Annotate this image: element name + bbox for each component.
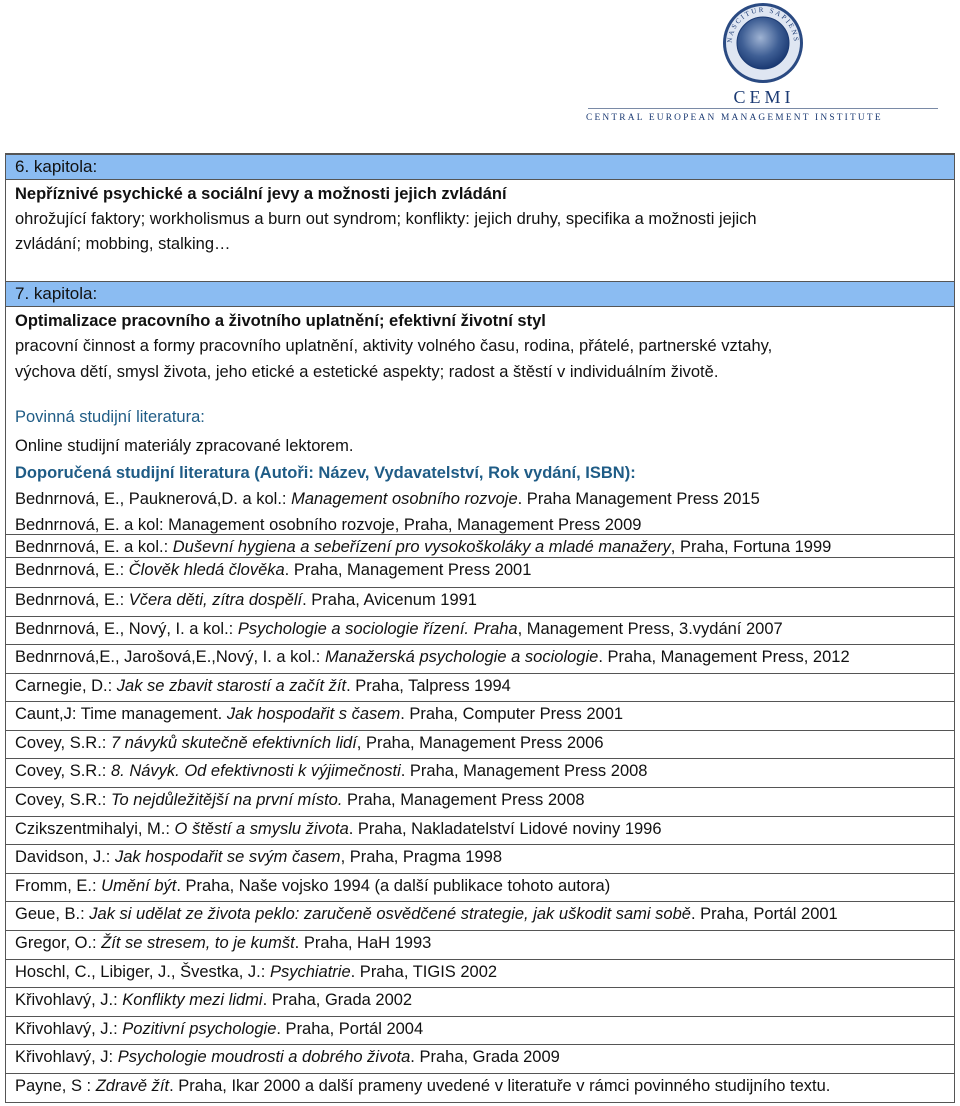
reference-divider <box>6 1044 954 1045</box>
reference-divider <box>6 787 954 788</box>
reference-publisher: . Praha, Computer Press 2001 <box>400 705 624 723</box>
reference-publisher: . Praha, Avicenum 1991 <box>302 591 477 609</box>
reference-author: Bednrnová, E., Pauknerová,D. a kol.: <box>15 490 292 508</box>
reference-title: Konflikty mezi lidmi <box>122 991 263 1009</box>
reference-author: Covey, S.R.: <box>15 791 111 809</box>
reference-publisher: . Praha Management Press 2015 <box>517 490 760 508</box>
reference-item <box>15 991 412 1010</box>
reference-title: Žít se stresem, to je kumšt <box>101 934 295 952</box>
reference-divider <box>6 730 954 731</box>
reference-publisher: . Praha, Ikar 2000 a další prameny uvedené v literatuře v rámci povinného studijního textu. <box>169 1077 831 1095</box>
reference-title: Jak se zbavit starostí a začít žít <box>116 677 347 695</box>
reference-author: Covey, S.R.: <box>15 734 111 752</box>
reference-divider <box>6 816 954 817</box>
reference-title: Člověk hledá člověka <box>128 561 285 579</box>
reference-item <box>15 905 838 924</box>
chapter-7-text-line2: výchova dětí, smysl života, jeho etické a estetické aspekty; radost a štěstí v individuálním životě. <box>15 363 719 381</box>
reference-item <box>15 934 431 953</box>
reference-item <box>15 734 604 753</box>
logo-subtitle: CENTRAL EUROPEAN MANAGEMENT INSTITUTE <box>586 113 883 123</box>
reference-author: Geue, B.: <box>15 905 90 923</box>
reference-item <box>15 762 647 781</box>
reference-title: To nejdůležitější na první místo. <box>110 791 343 809</box>
reference-author: Fromm, E.: <box>15 877 102 895</box>
reference-divider <box>6 1073 954 1074</box>
reference-title: Psychologie moudrosti a dobrého života <box>117 1048 411 1066</box>
reference-item <box>15 877 610 896</box>
svg-text:NASCITUR SAPIENS: NASCITUR SAPIENS <box>725 5 801 44</box>
reference-title: 7 návyků skutečně efektivních lidí <box>110 734 357 752</box>
reference-title: Psychiatrie <box>269 963 351 981</box>
reference-title: O štěstí a smyslu života <box>174 820 349 838</box>
chapter-6-header <box>6 154 954 180</box>
reference-divider <box>6 616 954 617</box>
chapter-6-text-line2: zvládání; mobbing, stalking… <box>15 235 231 253</box>
chapter-6-title: 6. kapitola: <box>15 157 98 176</box>
reference-publisher: , Praha, Pragma 1998 <box>340 848 502 866</box>
required-literature-label: Povinná studijní literatura: <box>15 408 205 426</box>
reference-divider <box>6 959 954 960</box>
syllabus-table <box>5 153 955 1103</box>
reference-divider <box>6 901 954 902</box>
reference-publisher: . Praha, Naše vojsko 1994 (a další publikace tohoto autora) <box>176 877 611 895</box>
reference-author: Carnegie, D.: <box>15 677 117 695</box>
reference-author: Hoschl, C., Libiger, J., Švestka, J.: <box>15 963 270 981</box>
page-header <box>0 0 960 150</box>
reference-author: Bednrnová, E. a kol.: <box>15 538 173 556</box>
reference-divider <box>6 987 954 988</box>
reference-author: Payne, S : <box>15 1077 96 1095</box>
reference-item <box>15 820 662 839</box>
reference-publisher: . Praha, Portál 2004 <box>276 1020 424 1038</box>
reference-publisher: . Praha, Grada 2009 <box>410 1048 560 1066</box>
chapter-7-header <box>6 281 954 307</box>
cemi-seal-logo <box>722 2 804 84</box>
required-literature-text: Online studijní materiály zpracované lektorem. <box>15 437 354 455</box>
reference-publisher: . Praha, Portál 2001 <box>690 905 838 923</box>
reference-divider <box>6 557 954 558</box>
reference-author: Davidson, J.: <box>15 848 115 866</box>
reference-title: Umění být <box>101 877 177 895</box>
logo-name: CEMI <box>733 87 795 107</box>
reference-publisher: . Praha, Management Press 2008 <box>400 762 648 780</box>
reference-item <box>15 677 511 696</box>
reference-title: Včera děti, zítra dospělí <box>128 591 303 609</box>
reference-item <box>15 963 497 982</box>
reference-publisher: . Praha, Talpress 1994 <box>346 677 511 695</box>
reference-item <box>15 848 502 867</box>
reference-item <box>15 538 831 557</box>
reference-divider <box>6 534 954 535</box>
reference-divider <box>6 701 954 702</box>
reference-publisher: . Praha, Management Press 2001 <box>284 561 532 579</box>
reference-title: 8. Návyk. Od efektivnosti k výjimečnosti <box>110 762 401 780</box>
chapter-7-heading: Optimalizace pracovního a životního uplatnění; efektivní životní styl <box>15 312 546 330</box>
reference-author: Bednrnová, E., Nový, I. a kol.: <box>15 620 238 638</box>
reference-publisher: . Praha, Management Press, 2012 <box>598 648 850 666</box>
reference-author: Bednrnová,E., Jarošová,E.,Nový, I. a kol.: <box>15 648 325 666</box>
reference-author: Covey, S.R.: <box>15 762 111 780</box>
reference-author: Bednrnová, E.: <box>15 591 129 609</box>
reference-author: Gregor, O.: <box>15 934 102 952</box>
reference-divider <box>6 844 954 845</box>
reference-title: Jak si udělat ze života peklo: zaručeně osvědčené strategie, jak uškodit sami sobě <box>89 905 691 923</box>
reference-title: Jak hospodařit s časem <box>226 705 401 723</box>
reference-divider <box>6 587 954 588</box>
reference-title: Management osobního rozvoje <box>291 490 518 508</box>
reference-author: Křivohlavý, J.: <box>15 991 123 1009</box>
reference-item <box>15 1020 423 1039</box>
reference-title: Manažerská psychologie a sociologie <box>324 648 599 666</box>
reference-item <box>15 1077 830 1096</box>
reference-divider <box>6 673 954 674</box>
reference-item <box>15 1048 560 1067</box>
reference-divider <box>6 873 954 874</box>
reference-divider <box>6 1016 954 1017</box>
reference-title: Jak hospodařit se svým časem <box>114 848 341 866</box>
chapter-6-text-line1: ohrožující faktory; workholismus a burn out syndrom; konflikty: jejich druhy, specifika a možnosti jejich <box>15 210 757 228</box>
reference-title: Zdravě žít <box>95 1077 170 1095</box>
chapter-7-title: 7. kapitola: <box>15 284 98 303</box>
reference-divider <box>6 758 954 759</box>
chapter-7-text-line1: pracovní činnost a formy pracovního uplatnění, aktivity volného času, rodina, přátelé, partnerské vztahy, <box>15 337 773 355</box>
reference-item <box>15 561 531 580</box>
reference-publisher: . Praha, TIGIS 2002 <box>350 963 498 981</box>
reference-item <box>15 620 783 639</box>
reference-publisher: . Praha, Grada 2002 <box>262 991 413 1009</box>
chapter-6-heading: Nepříznivé psychické a sociální jevy a možnosti jejich zvládání <box>15 185 507 203</box>
reference-item <box>15 516 641 535</box>
reference-title: Pozitivní psychologie <box>122 1020 277 1038</box>
reference-author: Křivohlavý, J.: <box>15 1020 123 1038</box>
reference-title: Duševní hygiena a sebeřízení pro vysokoškoláky a mladé manažery <box>172 538 671 556</box>
recommended-literature-label: Doporučená studijní literatura (Autoři: Název, Vydavatelství, Rok vydání, ISBN): <box>15 464 636 482</box>
reference-publisher: Praha, Management Press 2008 <box>342 791 585 809</box>
reference-publisher: , Praha, Fortuna 1999 <box>670 538 832 556</box>
reference-item <box>15 591 477 610</box>
reference-item <box>15 648 850 667</box>
reference-author: Caunt,J: Time management. <box>15 705 227 723</box>
reference-item <box>15 490 760 509</box>
logo-divider <box>588 108 938 109</box>
reference-publisher: . Praha, Nakladatelství Lidové noviny 1996 <box>348 820 662 838</box>
reference-author: Křivohlavý, J: <box>15 1048 118 1066</box>
reference-divider <box>6 930 954 931</box>
reference-divider <box>6 644 954 645</box>
reference-publisher: . Praha, HaH 1993 <box>294 934 432 952</box>
reference-title: Psychologie a sociologie řízení. Praha <box>237 620 518 638</box>
reference-item <box>15 791 585 810</box>
reference-author: Bednrnová, E.: <box>15 561 129 579</box>
reference-publisher: , Management Press, 3.vydání 2007 <box>517 620 783 638</box>
reference-item <box>15 705 623 724</box>
reference-author: Bednrnová, E. a kol: Management osobního rozvoje, Praha, Management Press 2009 <box>15 516 642 534</box>
reference-publisher: , Praha, Management Press 2006 <box>356 734 604 752</box>
reference-author: Czikszentmihalyi, M.: <box>15 820 175 838</box>
